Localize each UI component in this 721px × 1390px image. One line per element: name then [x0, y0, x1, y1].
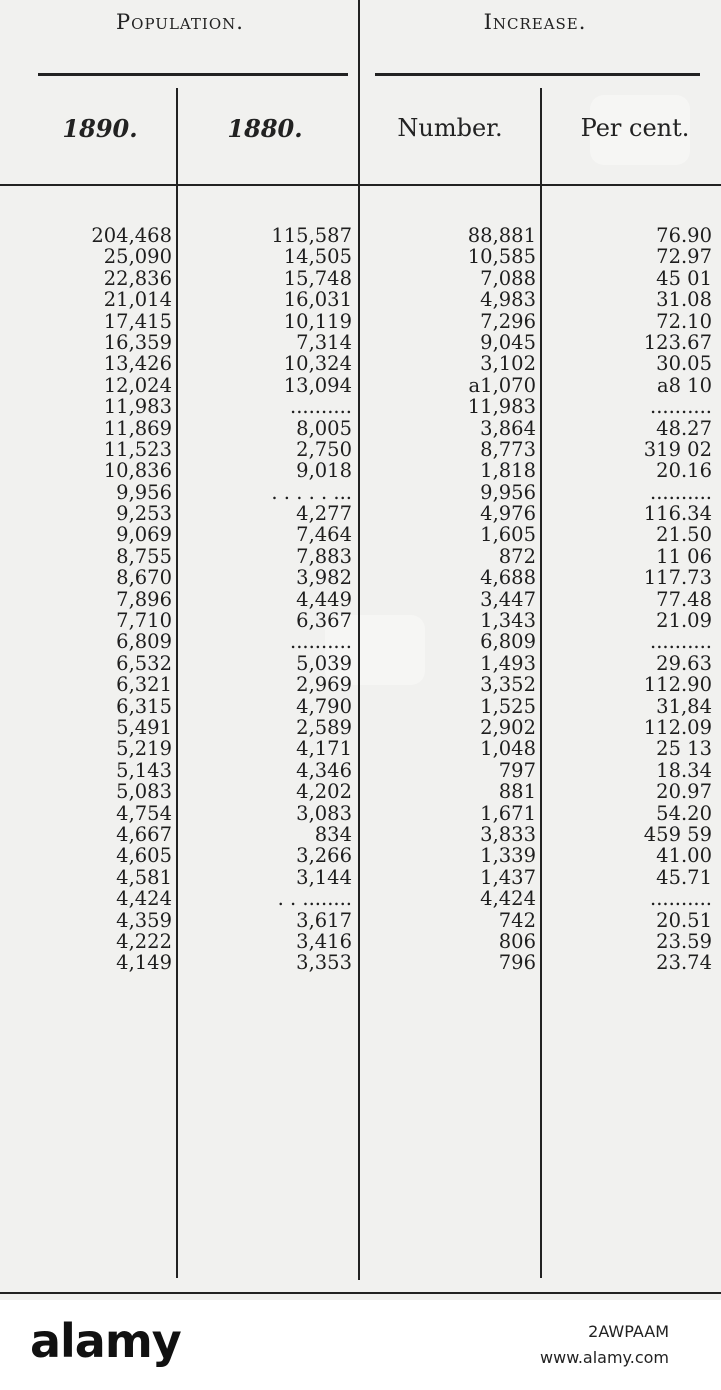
header-population: Population.: [116, 10, 244, 34]
pop-1880-cell: 2,589: [296, 715, 352, 739]
increase-percent-cell: 77.48: [656, 587, 712, 611]
increase-number-cell: 1,343: [480, 609, 536, 633]
increase-number-cell: 4,983: [480, 288, 536, 312]
pop-1880-cell: 3,982: [296, 566, 352, 590]
increase-number-cell: 1,818: [480, 459, 536, 483]
rule-population: [38, 73, 348, 76]
increase-percent-cell: ..........: [650, 887, 712, 911]
pop-1880-cell: 4,346: [296, 758, 352, 782]
rule-increase: [375, 73, 700, 76]
column-increase-percent: [544, 225, 712, 974]
increase-number-cell: 1,671: [480, 801, 536, 825]
pop-1880-cell: 4,171: [296, 737, 352, 761]
increase-number-cell: 9,045: [480, 330, 536, 354]
increase-number-cell: 8,773: [480, 437, 536, 461]
pop-1890-cell: 17,415: [103, 309, 172, 333]
increase-number-cell: 1,339: [480, 844, 536, 868]
pop-1890-cell: 6,532: [116, 651, 172, 675]
pop-1880-cell: 6,367: [296, 609, 352, 633]
pop-1880-cell: 9,018: [296, 459, 352, 483]
pop-1890-cell: 22,836: [103, 266, 172, 290]
increase-percent-cell: 48.27: [656, 416, 712, 440]
rule-bottom: [0, 1292, 721, 1294]
pop-1890-cell: 6,809: [116, 630, 172, 654]
increase-number-cell: 3,447: [480, 587, 536, 611]
pop-1880-cell: ..........: [290, 395, 352, 419]
increase-percent-cell: 459 59: [643, 822, 712, 846]
pop-1880-cell: . . ........: [277, 887, 352, 911]
increase-number-cell: 11,983: [467, 395, 536, 419]
increase-percent-cell: 11 06: [656, 544, 712, 568]
pop-1890-cell: 16,359: [103, 330, 172, 354]
increase-number-cell: 3,864: [480, 416, 536, 440]
pop-1890-cell: 4,424: [116, 887, 172, 911]
pop-1890-cell: 6,321: [116, 673, 172, 697]
column-increase-number: [362, 225, 536, 974]
pop-1880-cell: ..........: [290, 630, 352, 654]
pop-1890-cell: 4,149: [116, 951, 172, 975]
increase-percent-cell: 23.74: [656, 951, 712, 975]
pop-1880-cell: 4,277: [296, 502, 352, 526]
pop-1880-cell: . . . . . ...: [271, 480, 352, 504]
header-increase: Increase.: [483, 10, 587, 34]
increase-percent-cell: ..........: [650, 630, 712, 654]
increase-percent-cell: ..........: [650, 480, 712, 504]
increase-percent-cell: 21.09: [656, 609, 712, 633]
pop-1880-cell: 10,119: [283, 309, 352, 333]
divider-1890-1880: [176, 88, 178, 1278]
pop-1890-cell: 25,090: [103, 245, 172, 269]
pop-1890-cell: 8,670: [116, 566, 172, 590]
pop-1890-cell: 5,491: [116, 715, 172, 739]
pop-1880-cell: 3,617: [296, 908, 352, 932]
pop-1880-cell: 4,790: [296, 694, 352, 718]
pop-1890-cell: 11,869: [103, 416, 172, 440]
increase-number-cell: 797: [498, 758, 536, 782]
pop-1890-cell: 4,605: [116, 844, 172, 868]
pop-1890-cell: 6,315: [116, 694, 172, 718]
pop-1890-cell: 9,253: [116, 502, 172, 526]
increase-percent-cell: 21.50: [656, 523, 712, 547]
increase-number-cell: a1,070: [468, 373, 536, 397]
pop-1880-cell: 15,748: [283, 266, 352, 290]
pop-1890-cell: 8,755: [116, 544, 172, 568]
increase-percent-cell: 112.09: [643, 715, 712, 739]
increase-number-cell: 3,833: [480, 822, 536, 846]
increase-percent-cell: 20.51: [656, 908, 712, 932]
increase-number-cell: 7,296: [480, 309, 536, 333]
pop-1890-cell: 4,581: [116, 865, 172, 889]
increase-number-cell: 7,088: [480, 266, 536, 290]
increase-number-cell: 2,902: [480, 715, 536, 739]
pop-1880-cell: 3,144: [296, 865, 352, 889]
increase-number-cell: 881: [498, 780, 536, 804]
increase-percent-cell: 45.71: [656, 865, 712, 889]
increase-percent-cell: 31.08: [656, 288, 712, 312]
pop-1890-cell: 9,069: [116, 523, 172, 547]
column-1890: [0, 225, 172, 974]
increase-number-cell: 806: [498, 929, 536, 953]
pop-1890-cell: 4,667: [116, 822, 172, 846]
header-number: Number.: [397, 114, 503, 142]
pop-1890-cell: 13,426: [103, 352, 172, 376]
pop-1890-cell: 9,956: [116, 480, 172, 504]
pop-1890-cell: 4,222: [116, 929, 172, 953]
pop-1880-cell: 7,883: [296, 544, 352, 568]
increase-percent-cell: 72.97: [656, 245, 712, 269]
site-url: www.alamy.com: [540, 1348, 669, 1367]
increase-percent-cell: 29.63: [656, 651, 712, 675]
increase-percent-cell: 41.00: [656, 844, 712, 868]
increase-percent-cell: 54.20: [656, 801, 712, 825]
increase-percent-cell: 20.97: [656, 780, 712, 804]
pop-1880-cell: 4,202: [296, 780, 352, 804]
pop-1880-cell: 3,266: [296, 844, 352, 868]
pop-1880-cell: 7,464: [296, 523, 352, 547]
pop-1890-cell: 11,983: [103, 395, 172, 419]
increase-percent-cell: 30.05: [656, 352, 712, 376]
divider-main: [358, 0, 360, 1280]
pop-1880-cell: 14,505: [283, 245, 352, 269]
increase-number-cell: 796: [498, 951, 536, 975]
increase-number-cell: 1,493: [480, 651, 536, 675]
increase-percent-cell: 20.16: [656, 459, 712, 483]
pop-1880-cell: 3,416: [296, 929, 352, 953]
pop-1890-cell: 4,359: [116, 908, 172, 932]
increase-number-cell: 4,688: [480, 566, 536, 590]
pop-1890-cell: 21,014: [103, 288, 172, 312]
image-id: 2AWPAAM: [588, 1322, 669, 1341]
increase-percent-cell: 25 13: [656, 737, 712, 761]
pop-1890-cell: 204,468: [91, 224, 172, 247]
increase-number-cell: 10,585: [467, 245, 536, 269]
pop-1890-cell: 10,836: [103, 459, 172, 483]
pop-1880-cell: 13,094: [283, 373, 352, 397]
pop-1890-cell: 7,710: [116, 609, 172, 633]
alamy-logo: alamy: [30, 1314, 181, 1368]
pop-1880-cell: 2,969: [296, 673, 352, 697]
pop-1890-cell: 12,024: [103, 373, 172, 397]
pop-1890-cell: 5,083: [116, 780, 172, 804]
pop-1880-cell: 834: [314, 822, 352, 846]
pop-1880-cell: 4,449: [296, 587, 352, 611]
increase-number-cell: 1,605: [480, 523, 536, 547]
increase-percent-cell: 31,84: [656, 694, 712, 718]
increase-percent-cell: ..........: [650, 395, 712, 419]
increase-number-cell: 4,976: [480, 502, 536, 526]
column-1880: [180, 225, 352, 974]
increase-percent-cell: 116.34: [643, 502, 712, 526]
increase-percent-cell: 112.90: [643, 673, 712, 697]
pop-1880-cell: 2,750: [296, 437, 352, 461]
increase-number-cell: 742: [498, 908, 536, 932]
header-1880: 1880.: [227, 114, 303, 143]
increase-percent-cell: 72.10: [656, 309, 712, 333]
pop-1880-cell: 16,031: [283, 288, 352, 312]
pop-1890-cell: 5,219: [116, 737, 172, 761]
pop-1890-cell: 4,754: [116, 801, 172, 825]
pop-1880-cell: 115,587: [271, 224, 352, 247]
increase-number-cell: 3,352: [480, 673, 536, 697]
increase-percent-cell: 117.73: [643, 566, 712, 590]
pop-1890-cell: 5,143: [116, 758, 172, 782]
increase-number-cell: 1,048: [480, 737, 536, 761]
increase-percent-cell: 319 02: [643, 437, 712, 461]
increase-percent-cell: a8 10: [656, 373, 712, 397]
pop-1890-cell: 11,523: [103, 437, 172, 461]
increase-percent-cell: 45 01: [656, 266, 712, 290]
watermark-footer: [0, 1300, 721, 1390]
header-percent: Per cent.: [580, 114, 690, 142]
pop-1880-cell: 10,324: [283, 352, 352, 376]
increase-percent-cell: 23.59: [656, 929, 712, 953]
pop-1890-cell: 7,896: [116, 587, 172, 611]
pop-1880-cell: 3,083: [296, 801, 352, 825]
pop-1880-cell: 8,005: [296, 416, 352, 440]
pop-1880-cell: 3,353: [296, 951, 352, 975]
increase-number-cell: 1,525: [480, 694, 536, 718]
increase-number-cell: 6,809: [480, 630, 536, 654]
increase-percent-cell: 123.67: [643, 330, 712, 354]
increase-number-cell: 872: [498, 544, 536, 568]
pop-1880-cell: 5,039: [296, 651, 352, 675]
header-1890: 1890.: [62, 114, 138, 143]
increase-number-cell: 9,956: [480, 480, 536, 504]
increase-number-cell: 1,437: [480, 865, 536, 889]
increase-number-cell: 88,881: [467, 224, 536, 247]
increase-number-cell: 4,424: [480, 887, 536, 911]
increase-percent-cell: 18.34: [656, 758, 712, 782]
pop-1880-cell: 7,314: [296, 330, 352, 354]
divider-number-percent: [540, 88, 542, 1278]
rule-header-bottom: [0, 184, 721, 186]
increase-number-cell: 3,102: [480, 352, 536, 376]
increase-percent-cell: 76.90: [656, 224, 712, 247]
